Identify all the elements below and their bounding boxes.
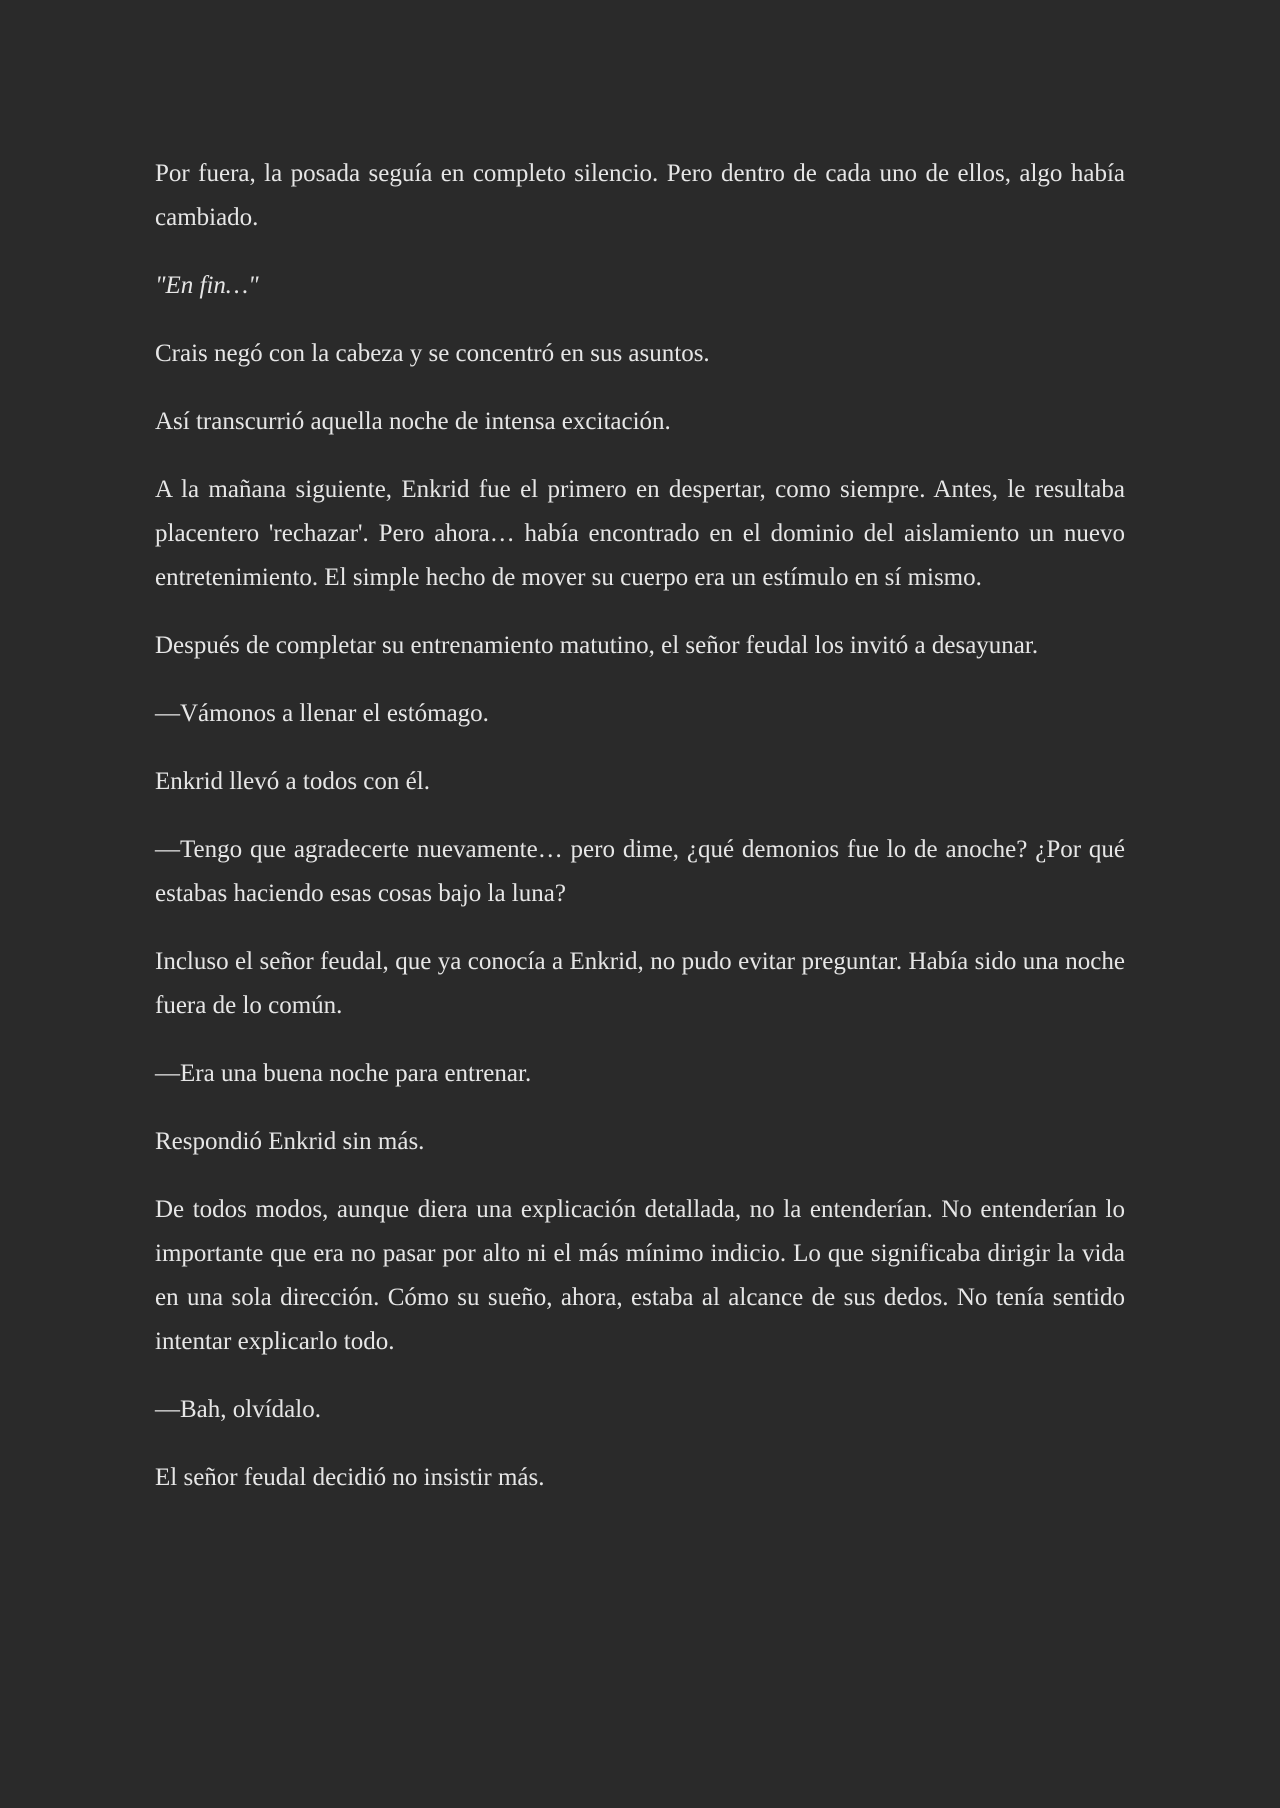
paragraph-dialogue: —Era una buena noche para entrenar. [155, 1060, 532, 1087]
paragraph: De todos modos, aunque diera una explicación detallada, no la entenderían. No entenderían lo importante que era no pasar por alto ni el más mínimo indicio. Lo que significaba dirigir la vida en una sola dirección. Cómo su sueño, ahora, estaba al alcance de sus dedos. No tenía sentido intentar explicarlo todo. [155, 1196, 1125, 1355]
paragraph: Por fuera, la posada seguía en completo silencio. Pero dentro de cada uno de ellos, algo había cambiado. [155, 160, 1125, 231]
paragraph: Así transcurrió aquella noche de intensa excitación. [155, 408, 671, 435]
paragraph: Respondió Enkrid sin más. [155, 1128, 425, 1155]
paragraph-dialogue: —Tengo que agradecerte nuevamente… pero dime, ¿qué demonios fue lo de anoche? ¿Por qué estabas haciendo esas cosas bajo la luna? [155, 836, 1125, 907]
paragraph-dialogue: —Vámonos a llenar el estómago. [155, 700, 489, 727]
paragraph-dialogue: —Bah, olvídalo. [155, 1396, 321, 1423]
chapter-text [155, 152, 1125, 1500]
paragraph: A la mañana siguiente, Enkrid fue el primero en despertar, como siempre. Antes, le resultaba placentero 'rechazar'. Pero ahora… había encontrado en el dominio del aislamiento un nuevo entretenimiento. El simple hecho de mover su cuerpo era un estímulo en sí mismo. [155, 476, 1125, 591]
paragraph-italic-thought: "En fin…" [155, 272, 259, 299]
paragraph: Enkrid llevó a todos con él. [155, 768, 430, 795]
paragraph: Crais negó con la cabeza y se concentró en sus asuntos. [155, 340, 710, 367]
paragraph: Incluso el señor feudal, que ya conocía a Enkrid, no pudo evitar preguntar. Había sido una noche fuera de lo común. [155, 948, 1125, 1019]
paragraph: El señor feudal decidió no insistir más. [155, 1464, 545, 1491]
paragraph: Después de completar su entrenamiento matutino, el señor feudal los invitó a desayunar. [155, 632, 1039, 659]
